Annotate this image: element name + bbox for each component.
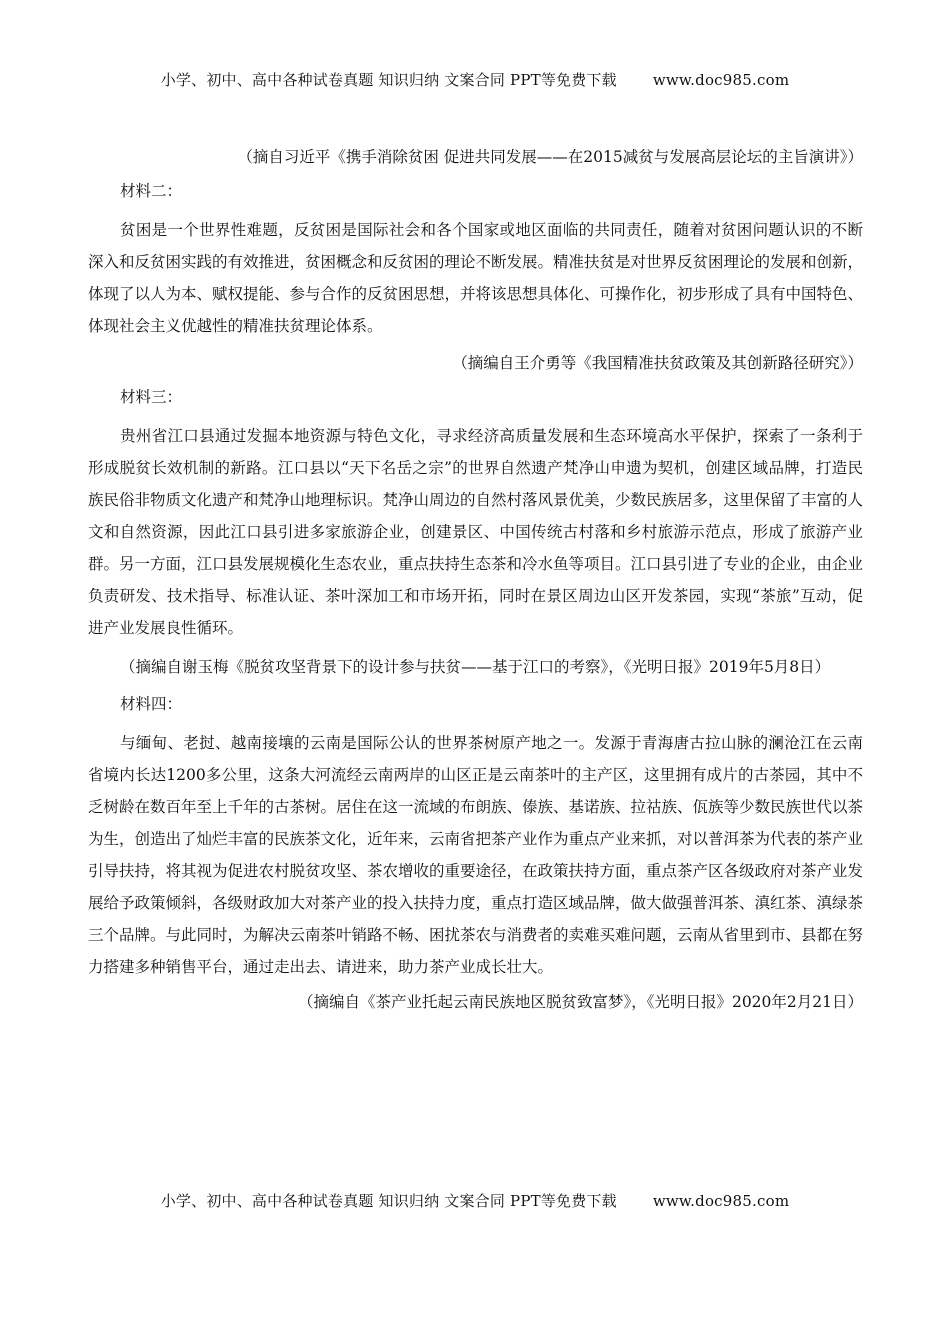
source-citation-1: （摘自习近平《携手消除贫困 促进共同发展——在2015减贫与发展高层论坛的主旨演讲》） <box>237 148 863 166</box>
page-header <box>0 69 950 90</box>
header-text: 小学、初中、高中各种试卷真题 知识归纳 文案合同 PPT等免费下载 <box>160 71 617 89</box>
material-3-label: 材料三： <box>120 388 183 406</box>
header-site-link[interactable]: www.doc985.com <box>652 71 790 89</box>
material-4-label: 材料四： <box>120 695 183 713</box>
footer-text: 小学、初中、高中各种试卷真题 知识归纳 文案合同 PPT等免费下载 <box>160 1192 617 1210</box>
article-body <box>88 146 863 1024</box>
material-2-label: 材料二： <box>120 182 183 200</box>
material-3-paragraph: 贵州省江口县通过发掘本地资源与特色文化，寻求经济高质量发展和生态环境高水平保护，探索了一条利于形成脱贫长效机制的新路。江口县以“天下名岳之宗”的世界自然遗产梵净山申遗为契机，创建区域品牌，打造民族民俗非物质文化遗产和梵净山地理标识。梵净山周边的自然村落风景优美，少数民族居多，这里保留了丰富的人文和自然资源，因此江口县引进多家旅游企业，创建景区、中国传统古村落和乡村旅游示范点，形成了旅游产业群。另一方面，江口县发展规模化生态农业，重点扶持生态茶和冷水鱼等项目。江口县引进了专业的企业，由企业负责研发、技术指导、标准认证、茶叶深加工和市场开拓，同时在景区周边山区开发茶园，实现“茶旅”互动，促进产业发展良性循环。 <box>88 427 864 637</box>
material-2-paragraph: 贫困是一个世界性难题，反贫困是国际社会和各个国家或地区面临的共同责任，随着对贫困问题认识的不断深入和反贫困实践的有效推进，贫困概念和反贫困的理论不断发展。精准扶贫是对世界反贫困理论的发展和创新，体现了以人为本、赋权提能、参与合作的反贫困思想，并将该思想具体化、可操作化，初步形成了具有中国特色、体现社会主义优越性的精准扶贫理论体系。 <box>88 221 864 335</box>
source-citation-4: （摘编自《茶产业托起云南民族地区脱贫致富梦》，《光明日报》2020年2月21日） <box>297 993 863 1011</box>
source-citation-3: （摘编自谢玉梅《脱贫攻坚背景下的设计参与扶贫——基于江口的考察》，《光明日报》2019年5月8日） <box>120 658 831 676</box>
footer-site-link[interactable]: www.doc985.com <box>652 1192 790 1210</box>
source-citation-2: （摘编自王介勇等《我国精准扶贫政策及其创新路径研究》） <box>452 354 863 372</box>
material-4-paragraph: 与缅甸、老挝、越南接壤的云南是国际公认的世界茶树原产地之一。发源于青海唐古拉山脉的澜沧江在云南省境内长达1200多公里，这条大河流经云南两岸的山区正是云南茶叶的主产区，这里拥有成片的古茶园，其中不乏树龄在数百年至上千年的古茶树。居住在这一流域的布朗族、傣族、基诺族、拉祜族、佤族等少数民族世代以茶为生，创造出了灿烂丰富的民族茶文化，近年来，云南省把茶产业作为重点产业来抓，对以普洱茶为代表的茶产业引导扶持，将其视为促进农村脱贫攻坚、茶农增收的重要途径，在政策扶持方面，重点茶产区各级政府对茶产业发展给予政策倾斜，各级财政加大对茶产业的投入扶持力度，重点打造区域品牌，做大做强普洱茶、滇红茶、滇绿茶三个品牌。与此同时，为解决云南茶叶销路不畅、困扰茶农与消费者的卖难买难问题，云南从省里到市、县都在努力搭建多种销售平台，通过走出去、请进来，助力茶产业成长壮大。 <box>88 734 864 976</box>
page-footer <box>0 1190 950 1211</box>
